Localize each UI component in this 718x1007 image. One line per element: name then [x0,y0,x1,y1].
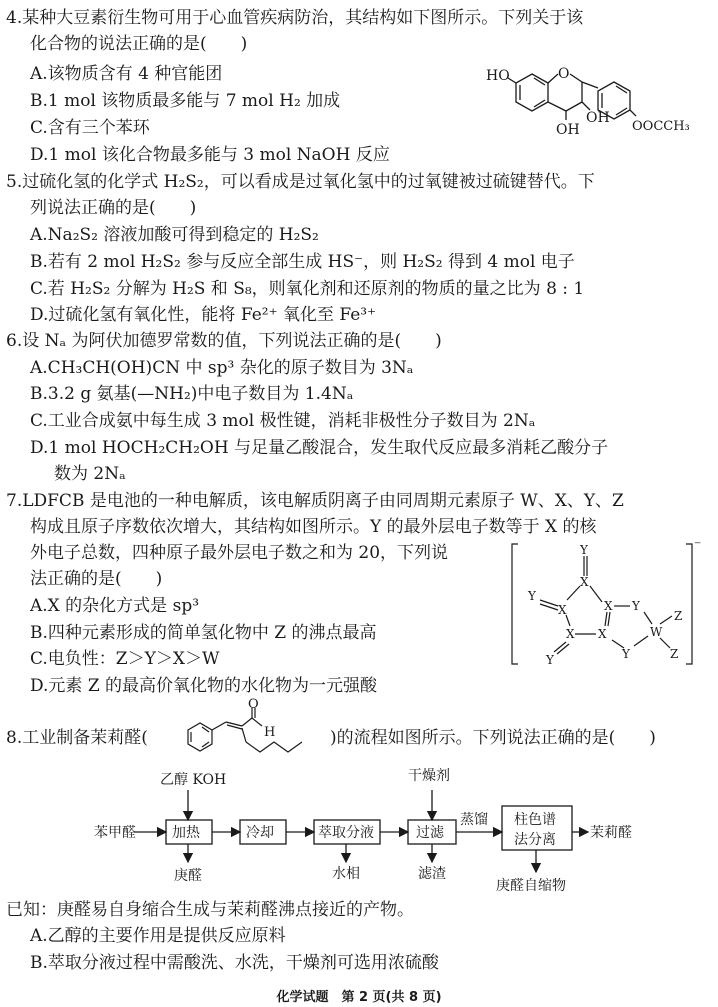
q7-label-z-bottom: Z [670,647,679,661]
q5-option-a: A.Na₂S₂ 溶液加酸可得到稳定的 H₂S₂ [30,225,319,245]
q8-jasminaldehyde-structure [172,697,328,764]
q4-oh-label-2: OH [586,110,610,126]
flow-product: 茉莉醛 [590,825,632,841]
q5-stem-line2: 列说法正确的是( ) [30,198,197,218]
q8-stem-post: )的流程如图所示。下列说法正确的是( ) [330,728,656,748]
q4-stem-line1: 4.某种大豆素衍生物可用于心血管疾病防治，其结构如下图所示。下列关于该 [6,8,584,28]
q7-label-x-bottom-right: X [598,627,607,641]
q4-ring-o-label: O [558,66,570,82]
q5-option-c: C.若 H₂S₂ 分解为 H₂S 和 S₈，则氧化剂和还原剂的物质的量之比为 8 : 1 [30,279,585,299]
q7-label-y-bottom-left: Y [546,653,554,667]
q4-option-a: A.该物质含有 4 种官能团 [30,64,223,84]
q7-option-a: A.X 的杂化方式是 sp³ [30,596,200,616]
q8-known: 已知：庚醛易自身缩合生成与茉莉醛沸点接近的产物。 [6,900,414,920]
q4-option-d: D.1 mol 该化合物最多能与 3 mol NaOH 反应 [30,145,390,165]
q6-option-b: B.3.2 g 氨基(—NH₂)中电子数目为 1.4Nₐ [30,384,354,404]
q4-option-c: C.含有三个苯环 [30,118,150,138]
q7-label-w: W [650,625,663,639]
page-footer: 化学试题 第 2 页(共 8 页) [276,990,442,1005]
q8-stem-pre: 8.工业制备茉莉醛( [6,728,148,748]
q7-label-z-top: Z [674,609,683,623]
q4-structure-figure [486,48,696,148]
q7-option-d: D.元素 Z 的最高价氧化物的水化物为一元强酸 [30,676,378,696]
q7-label-x-bottom-left: X [566,627,575,641]
flow-box-column-1: 柱色谱 [514,812,556,828]
q7-stem-line4: 法正确的是( ) [30,569,163,589]
q7-option-b: B.四种元素形成的简单氢化物中 Z 的沸点最高 [30,623,377,643]
flow-box-filter: 过滤 [416,825,444,841]
flow-box-cool: 冷却 [246,825,274,841]
q7-label-x-top: X [580,575,589,589]
q7-label-y-left: Y [528,589,536,603]
q6-option-d-line1: D.1 mol HOCH₂CH₂OH 与足量乙酸混合，发生取代反应最多消耗乙酸分子 [30,438,609,458]
q7-anion-structure [510,540,710,670]
flow-reagents: 乙醇 KOH [160,772,227,788]
q4-option-b: B.1 mol 该物质最多能与 7 mol H₂ 加成 [30,91,341,111]
q8-mol-o: O [248,697,259,712]
q5-option-d: D.过硫化氢有氧化性，能将 Fe²⁺ 氧化至 Fe³⁺ [30,305,377,325]
q7-stem-line1: 7.LDFCB 是电池的一种电解质，该电解质阴离子由同周期元素原子 W、X、Y、Z [6,491,624,511]
q6-option-a: A.CH₃CH(OH)CN 中 sp³ 杂化的原子数目为 3Nₐ [30,358,414,378]
q4-ester-label: OOCCH₃ [632,119,690,134]
flow-above-filter: 干燥剂 [408,768,450,784]
flow-distill: 蒸馏 [460,812,488,828]
q8-flowchart [90,766,650,896]
q8-mol-h: H [264,725,276,740]
flow-below-filter: 滤渣 [418,866,446,882]
flow-below-extract: 水相 [332,866,360,882]
q8-option-a: A.乙醇的主要作用是提供反应原料 [30,926,286,946]
flow-below-column: 庚醛自缩物 [496,878,566,894]
q6-option-c: C.工业合成氨中每生成 3 mol 极性键，消耗非极性分子数目为 2Nₐ [30,411,536,431]
q6-option-d-line2: 数为 2Nₐ [54,464,126,484]
q6-stem: 6.设 Nₐ 为阿伏加德罗常数的值，下列说法正确的是( ) [6,331,442,351]
q7-label-y-right: Y [632,599,640,613]
q4-oh-label-1: OH [556,122,580,138]
q4-stem-line2: 化合物的说法正确的是( ) [30,34,248,54]
q7-charge: ⁻ [694,538,702,554]
flow-box-column-2: 法分离 [514,832,556,848]
flow-box-heat: 加热 [172,825,200,841]
flow-below-heat: 庚醛 [174,868,202,884]
q5-option-b: B.若有 2 mol H₂S₂ 参与反应全部生成 HS⁻，则 H₂S₂ 得到 4 mol 电子 [30,252,575,272]
flow-box-extract: 萃取分液 [318,825,374,841]
q8-option-b: B.萃取分液过程中需酸洗、水洗，干燥剂可选用浓硫酸 [30,953,439,973]
q7-label-x-left: X [558,603,567,617]
flow-start: 苯甲醛 [94,825,136,841]
q7-option-c: C.电负性：Z＞Y＞X＞W [30,649,220,669]
q7-label-y-bottom: Y [622,647,630,661]
q4-ho-label: HO [486,68,510,84]
q7-label-x-right: X [604,599,613,613]
q7-stem-line2: 构成且原子序数依次增大，其结构如图所示。Y 的最外层电子数等于 X 的核 [30,517,597,537]
q7-stem-line3: 外电子总数，四种原子最外层电子数之和为 20，下列说 [30,543,449,563]
q5-stem-line1: 5.过硫化氢的化学式 H₂S₂，可以看成是过氧化氢中的过氧键被过硫键替代。下 [6,172,595,192]
q7-label-y-top: Y [580,543,588,557]
